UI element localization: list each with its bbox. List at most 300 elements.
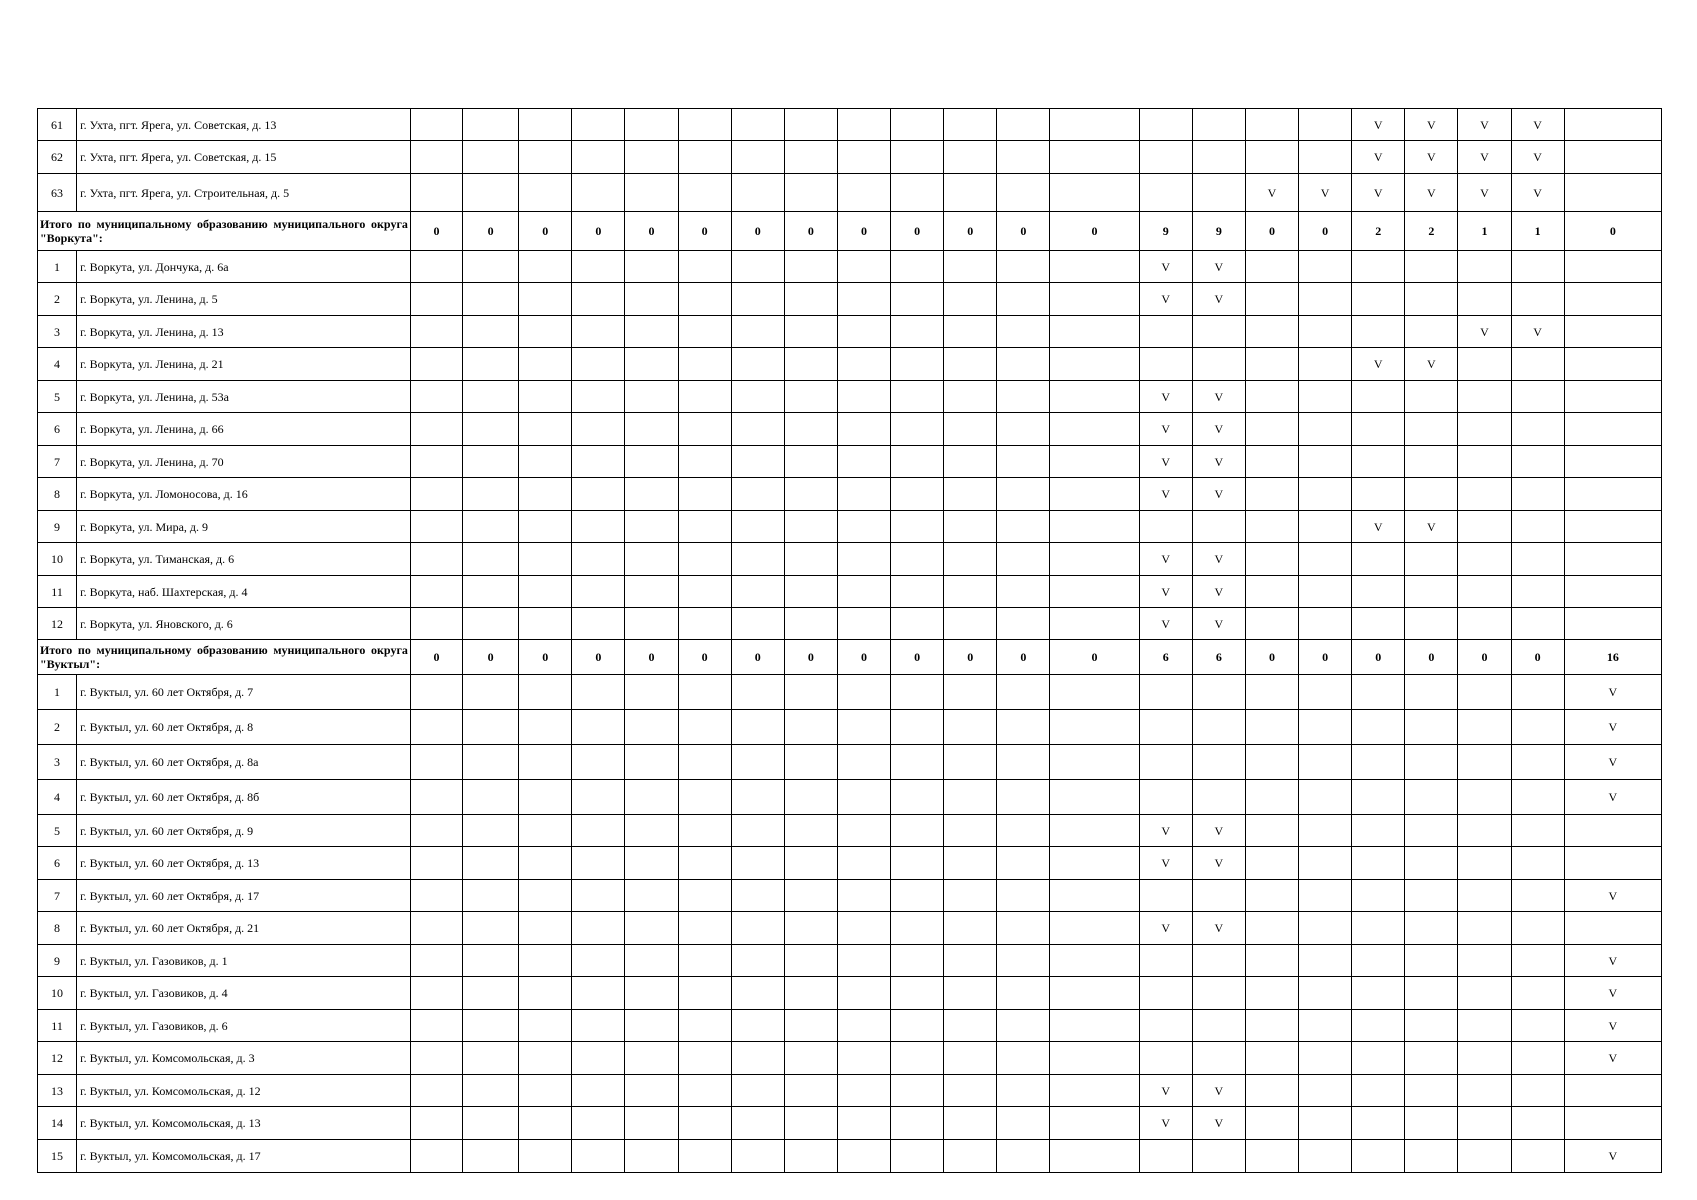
empty-cell — [784, 348, 837, 381]
empty-cell — [784, 316, 837, 348]
summary-value-cell: 0 — [731, 212, 784, 251]
empty-cell — [891, 446, 944, 478]
empty-cell — [1564, 847, 1661, 880]
empty-cell — [625, 912, 678, 945]
summary-row — [38, 212, 1662, 251]
empty-cell — [1405, 576, 1458, 608]
empty-cell — [1511, 710, 1564, 745]
empty-cell — [997, 348, 1050, 381]
empty-cell — [1405, 675, 1458, 710]
table-row — [38, 576, 1662, 608]
empty-cell — [1458, 1140, 1511, 1173]
empty-cell — [891, 815, 944, 847]
row-number-cell: 2 — [38, 710, 77, 745]
empty-cell — [891, 1042, 944, 1075]
empty-cell — [944, 251, 997, 283]
empty-cell — [1245, 109, 1298, 141]
empty-cell — [997, 880, 1050, 912]
empty-cell — [1458, 780, 1511, 815]
empty-cell — [1405, 912, 1458, 945]
empty-cell — [1192, 316, 1245, 348]
empty-cell — [784, 1010, 837, 1042]
empty-cell — [463, 141, 519, 174]
table-row — [38, 1140, 1662, 1173]
checkmark-cell: V — [1564, 675, 1661, 710]
empty-cell — [837, 710, 890, 745]
empty-cell — [678, 1107, 731, 1140]
empty-cell — [1192, 1042, 1245, 1075]
empty-cell — [572, 316, 625, 348]
empty-cell — [997, 1075, 1050, 1107]
empty-cell — [1050, 847, 1139, 880]
row-number-cell: 7 — [38, 446, 77, 478]
empty-cell — [1139, 174, 1192, 212]
empty-cell — [837, 251, 890, 283]
empty-cell — [784, 413, 837, 446]
empty-cell — [678, 608, 731, 640]
empty-cell — [944, 1042, 997, 1075]
empty-cell — [731, 1010, 784, 1042]
empty-cell — [1050, 543, 1139, 576]
empty-cell — [944, 413, 997, 446]
row-number-cell: 10 — [38, 543, 77, 576]
checkmark-cell: V — [1352, 174, 1405, 212]
empty-cell — [678, 1140, 731, 1173]
row-number-cell: 61 — [38, 109, 77, 141]
empty-cell — [837, 780, 890, 815]
empty-cell — [837, 141, 890, 174]
empty-cell — [1299, 109, 1352, 141]
empty-cell — [731, 1042, 784, 1075]
empty-cell — [1564, 348, 1661, 381]
checkmark-cell: V — [1458, 109, 1511, 141]
empty-cell — [572, 251, 625, 283]
empty-cell — [572, 141, 625, 174]
empty-cell — [944, 141, 997, 174]
empty-cell — [837, 511, 890, 543]
empty-cell — [1511, 1075, 1564, 1107]
empty-cell — [784, 912, 837, 945]
checkmark-cell: V — [1405, 109, 1458, 141]
empty-cell — [1352, 543, 1405, 576]
empty-cell — [1245, 576, 1298, 608]
empty-cell — [1511, 478, 1564, 511]
address-cell: г. Воркута, ул. Ленина, д. 70 — [77, 446, 411, 478]
checkmark-cell: V — [1405, 141, 1458, 174]
empty-cell — [678, 413, 731, 446]
empty-cell — [1050, 283, 1139, 316]
empty-cell — [944, 478, 997, 511]
empty-cell — [944, 348, 997, 381]
empty-cell — [944, 576, 997, 608]
row-number-cell: 12 — [38, 608, 77, 640]
empty-cell — [519, 543, 572, 576]
address-cell: г. Воркута, ул. Ленина, д. 53а — [77, 381, 411, 413]
empty-cell — [891, 543, 944, 576]
empty-cell — [837, 348, 890, 381]
empty-cell — [410, 446, 462, 478]
row-number-cell: 3 — [38, 316, 77, 348]
empty-cell — [944, 1140, 997, 1173]
empty-cell — [572, 815, 625, 847]
empty-cell — [731, 413, 784, 446]
empty-cell — [1139, 977, 1192, 1010]
empty-cell — [625, 576, 678, 608]
checkmark-cell: V — [1139, 381, 1192, 413]
empty-cell — [1299, 1107, 1352, 1140]
empty-cell — [410, 1010, 462, 1042]
table-row — [38, 945, 1662, 977]
empty-cell — [731, 1075, 784, 1107]
row-number-cell: 1 — [38, 251, 77, 283]
table-row — [38, 543, 1662, 576]
empty-cell — [410, 977, 462, 1010]
empty-cell — [463, 977, 519, 1010]
empty-cell — [1139, 109, 1192, 141]
empty-cell — [519, 413, 572, 446]
empty-cell — [731, 847, 784, 880]
empty-cell — [1192, 880, 1245, 912]
empty-cell — [1139, 348, 1192, 381]
empty-cell — [997, 1010, 1050, 1042]
empty-cell — [784, 543, 837, 576]
empty-cell — [410, 1140, 462, 1173]
empty-cell — [891, 912, 944, 945]
empty-cell — [731, 780, 784, 815]
empty-cell — [625, 608, 678, 640]
checkmark-cell: V — [1564, 945, 1661, 977]
checkmark-cell: V — [1139, 608, 1192, 640]
empty-cell — [944, 1075, 997, 1107]
summary-value-cell: 6 — [1192, 640, 1245, 675]
row-number-cell: 5 — [38, 815, 77, 847]
empty-cell — [1511, 745, 1564, 780]
empty-cell — [891, 977, 944, 1010]
empty-cell — [997, 815, 1050, 847]
empty-cell — [1511, 511, 1564, 543]
empty-cell — [1352, 608, 1405, 640]
row-number-cell: 2 — [38, 283, 77, 316]
address-cell: г. Вуктыл, ул. Комсомольская, д. 17 — [77, 1140, 411, 1173]
empty-cell — [997, 1042, 1050, 1075]
checkmark-cell: V — [1139, 576, 1192, 608]
empty-cell — [678, 174, 731, 212]
empty-cell — [837, 675, 890, 710]
summary-value-cell: 0 — [731, 640, 784, 675]
empty-cell — [1192, 675, 1245, 710]
empty-cell — [1050, 1075, 1139, 1107]
empty-cell — [837, 608, 890, 640]
empty-cell — [1299, 977, 1352, 1010]
summary-value-cell: 1 — [1511, 212, 1564, 251]
row-number-cell: 9 — [38, 945, 77, 977]
empty-cell — [731, 109, 784, 141]
summary-value-cell: 0 — [1352, 640, 1405, 675]
empty-cell — [1352, 1140, 1405, 1173]
empty-cell — [1352, 912, 1405, 945]
empty-cell — [519, 847, 572, 880]
empty-cell — [1299, 478, 1352, 511]
empty-cell — [519, 1107, 572, 1140]
empty-cell — [625, 478, 678, 511]
empty-cell — [1192, 1010, 1245, 1042]
empty-cell — [1192, 780, 1245, 815]
empty-cell — [678, 348, 731, 381]
table-body — [38, 109, 1662, 1173]
empty-cell — [463, 446, 519, 478]
empty-cell — [1245, 815, 1298, 847]
empty-cell — [410, 316, 462, 348]
empty-cell — [1352, 710, 1405, 745]
empty-cell — [1564, 1107, 1661, 1140]
empty-cell — [410, 1107, 462, 1140]
empty-cell — [1139, 745, 1192, 780]
empty-cell — [997, 912, 1050, 945]
empty-cell — [625, 1010, 678, 1042]
empty-cell — [1245, 710, 1298, 745]
checkmark-cell: V — [1352, 109, 1405, 141]
empty-cell — [519, 675, 572, 710]
empty-cell — [1139, 780, 1192, 815]
empty-cell — [625, 543, 678, 576]
checkmark-cell: V — [1564, 880, 1661, 912]
empty-cell — [784, 1042, 837, 1075]
empty-cell — [572, 576, 625, 608]
empty-cell — [891, 710, 944, 745]
empty-cell — [1299, 446, 1352, 478]
empty-cell — [731, 710, 784, 745]
empty-cell — [1139, 316, 1192, 348]
empty-cell — [837, 174, 890, 212]
table-row — [38, 446, 1662, 478]
empty-cell — [1139, 1140, 1192, 1173]
empty-cell — [519, 446, 572, 478]
empty-cell — [1352, 847, 1405, 880]
empty-cell — [572, 710, 625, 745]
empty-cell — [625, 1075, 678, 1107]
empty-cell — [891, 745, 944, 780]
summary-value-cell: 0 — [891, 212, 944, 251]
empty-cell — [463, 381, 519, 413]
empty-cell — [1458, 446, 1511, 478]
row-number-cell: 9 — [38, 511, 77, 543]
empty-cell — [837, 945, 890, 977]
summary-value-cell: 9 — [1192, 212, 1245, 251]
empty-cell — [519, 977, 572, 1010]
empty-cell — [1245, 780, 1298, 815]
empty-cell — [784, 710, 837, 745]
summary-value-cell: 16 — [1564, 640, 1661, 675]
empty-cell — [410, 511, 462, 543]
address-cell: г. Вуктыл, ул. Комсомольская, д. 3 — [77, 1042, 411, 1075]
empty-cell — [572, 1107, 625, 1140]
empty-cell — [1405, 381, 1458, 413]
empty-cell — [463, 1042, 519, 1075]
empty-cell — [519, 880, 572, 912]
checkmark-cell: V — [1564, 1042, 1661, 1075]
empty-cell — [463, 316, 519, 348]
empty-cell — [1564, 413, 1661, 446]
checkmark-cell: V — [1192, 847, 1245, 880]
empty-cell — [1511, 413, 1564, 446]
empty-cell — [1458, 1107, 1511, 1140]
empty-cell — [1352, 1042, 1405, 1075]
empty-cell — [1352, 478, 1405, 511]
empty-cell — [463, 576, 519, 608]
address-cell: г. Воркута, ул. Мира, д. 9 — [77, 511, 411, 543]
table-row — [38, 780, 1662, 815]
summary-value-cell: 0 — [1299, 640, 1352, 675]
empty-cell — [1352, 977, 1405, 1010]
empty-cell — [1050, 576, 1139, 608]
table-row — [38, 348, 1662, 381]
row-number-cell: 10 — [38, 977, 77, 1010]
empty-cell — [410, 880, 462, 912]
empty-cell — [625, 880, 678, 912]
empty-cell — [1050, 381, 1139, 413]
empty-cell — [1564, 109, 1661, 141]
empty-cell — [731, 141, 784, 174]
empty-cell — [1458, 1075, 1511, 1107]
empty-cell — [1245, 413, 1298, 446]
empty-cell — [678, 316, 731, 348]
empty-cell — [1458, 413, 1511, 446]
empty-cell — [784, 141, 837, 174]
empty-cell — [1352, 1075, 1405, 1107]
empty-cell — [572, 109, 625, 141]
empty-cell — [1299, 251, 1352, 283]
empty-cell — [1511, 880, 1564, 912]
row-number-cell: 1 — [38, 675, 77, 710]
empty-cell — [625, 1140, 678, 1173]
empty-cell — [784, 847, 837, 880]
empty-cell — [1458, 576, 1511, 608]
empty-cell — [678, 543, 731, 576]
empty-cell — [1352, 381, 1405, 413]
checkmark-cell: V — [1192, 283, 1245, 316]
empty-cell — [572, 446, 625, 478]
empty-cell — [837, 1140, 890, 1173]
empty-cell — [625, 710, 678, 745]
empty-cell — [625, 381, 678, 413]
row-number-cell: 5 — [38, 381, 77, 413]
summary-value-cell: 0 — [944, 212, 997, 251]
empty-cell — [1511, 815, 1564, 847]
empty-cell — [1564, 815, 1661, 847]
empty-cell — [519, 251, 572, 283]
empty-cell — [410, 381, 462, 413]
empty-cell — [1405, 815, 1458, 847]
empty-cell — [1245, 511, 1298, 543]
empty-cell — [1299, 912, 1352, 945]
empty-cell — [1511, 576, 1564, 608]
checkmark-cell: V — [1139, 251, 1192, 283]
empty-cell — [1352, 1107, 1405, 1140]
empty-cell — [1299, 543, 1352, 576]
empty-cell — [1192, 1140, 1245, 1173]
empty-cell — [463, 413, 519, 446]
empty-cell — [1458, 251, 1511, 283]
empty-cell — [678, 381, 731, 413]
empty-cell — [625, 945, 678, 977]
empty-cell — [625, 446, 678, 478]
empty-cell — [891, 608, 944, 640]
row-number-cell: 14 — [38, 1107, 77, 1140]
table-row — [38, 608, 1662, 640]
address-cell: г. Вуктыл, ул. 60 лет Октября, д. 7 — [77, 675, 411, 710]
empty-cell — [837, 543, 890, 576]
empty-cell — [1139, 945, 1192, 977]
summary-value-cell: 0 — [1050, 640, 1139, 675]
checkmark-cell: V — [1458, 141, 1511, 174]
empty-cell — [997, 745, 1050, 780]
table-row — [38, 174, 1662, 212]
empty-cell — [463, 710, 519, 745]
checkmark-cell: V — [1139, 446, 1192, 478]
empty-cell — [1299, 710, 1352, 745]
empty-cell — [678, 446, 731, 478]
address-cell: г. Ухта, пгт. Ярега, ул. Советская, д. 13 — [77, 109, 411, 141]
empty-cell — [625, 675, 678, 710]
empty-cell — [944, 283, 997, 316]
empty-cell — [572, 745, 625, 780]
empty-cell — [944, 543, 997, 576]
row-number-cell: 11 — [38, 1010, 77, 1042]
table-row — [38, 283, 1662, 316]
empty-cell — [1050, 912, 1139, 945]
empty-cell — [731, 446, 784, 478]
empty-cell — [891, 576, 944, 608]
empty-cell — [784, 1140, 837, 1173]
empty-cell — [944, 381, 997, 413]
empty-cell — [519, 912, 572, 945]
empty-cell — [572, 511, 625, 543]
row-number-cell: 63 — [38, 174, 77, 212]
empty-cell — [1458, 543, 1511, 576]
summary-value-cell: 1 — [1458, 212, 1511, 251]
empty-cell — [837, 847, 890, 880]
summary-value-cell: 0 — [997, 640, 1050, 675]
address-cell: г. Вуктыл, ул. 60 лет Октября, д. 9 — [77, 815, 411, 847]
empty-cell — [1564, 316, 1661, 348]
empty-cell — [1245, 283, 1298, 316]
table-row — [38, 381, 1662, 413]
empty-cell — [784, 977, 837, 1010]
empty-cell — [410, 251, 462, 283]
summary-value-cell: 0 — [997, 212, 1050, 251]
address-cell: г. Воркута, ул. Ленина, д. 21 — [77, 348, 411, 381]
empty-cell — [997, 576, 1050, 608]
summary-value-cell: 0 — [678, 212, 731, 251]
empty-cell — [1511, 608, 1564, 640]
table-row — [38, 141, 1662, 174]
empty-cell — [1564, 543, 1661, 576]
empty-cell — [519, 1075, 572, 1107]
summary-row — [38, 640, 1662, 675]
checkmark-cell: V — [1511, 174, 1564, 212]
address-cell: г. Вуктыл, ул. 60 лет Октября, д. 13 — [77, 847, 411, 880]
empty-cell — [731, 576, 784, 608]
empty-cell — [837, 1075, 890, 1107]
empty-cell — [1245, 1042, 1298, 1075]
empty-cell — [1299, 283, 1352, 316]
empty-cell — [572, 847, 625, 880]
empty-cell — [1405, 1140, 1458, 1173]
summary-value-cell: 0 — [837, 212, 890, 251]
empty-cell — [1245, 1140, 1298, 1173]
empty-cell — [784, 511, 837, 543]
summary-value-cell: 0 — [519, 640, 572, 675]
